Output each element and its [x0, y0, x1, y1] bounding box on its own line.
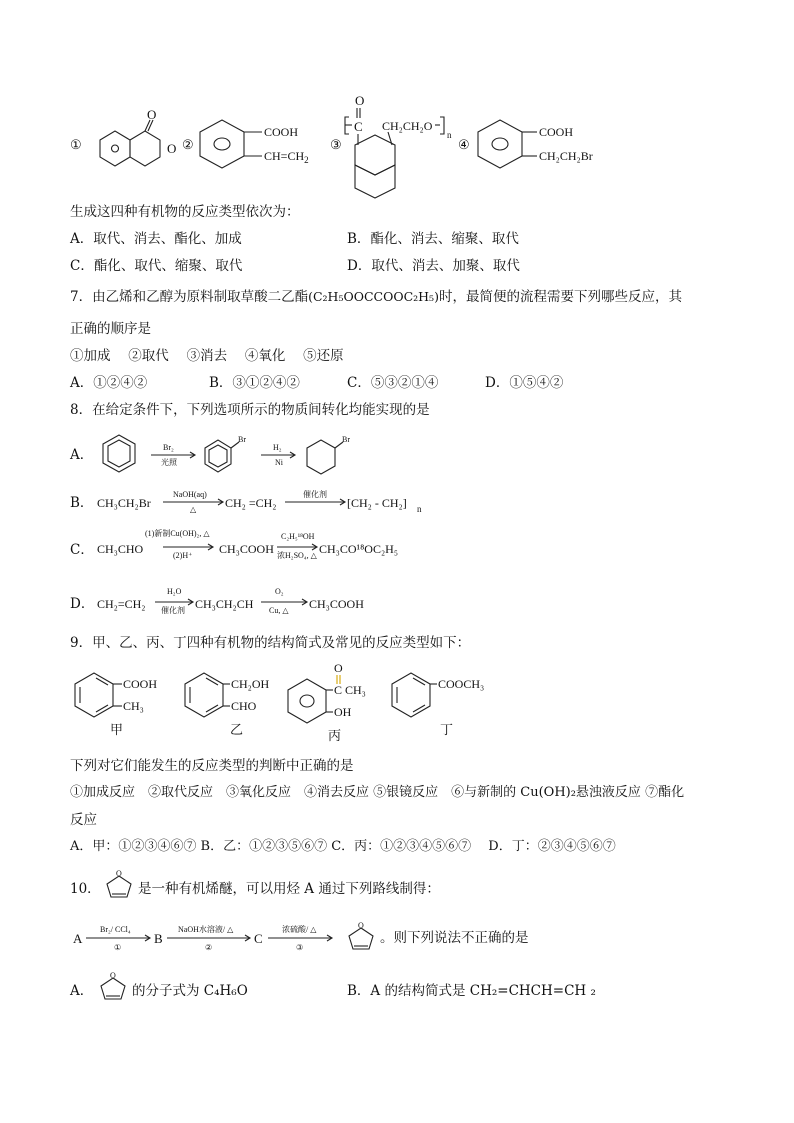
q7-option-c: C．⑤③②①④ — [347, 375, 439, 391]
s1-carbonyl-o: O — [147, 107, 157, 122]
q7-line2: 正确的顺序是 — [70, 321, 151, 337]
q8b-cond2-top: 催化剂 — [303, 490, 327, 499]
q9-types-line1: ①加成反应 ②取代反应 ③氧化反应 ④消去反应 ⑤银镜反应 ⑥与新制的 Cu(OH)₂悬浊液反应 ⑦酯化 — [70, 785, 685, 800]
q10-route-post: 。则下列说法不正确的是 — [380, 930, 529, 946]
bromocyclohexane-ring — [307, 440, 335, 474]
q10-route — [70, 918, 430, 962]
route-b: B — [154, 931, 163, 946]
q8b-start: CH₃CH₂Br — [97, 496, 151, 510]
structure-yi — [185, 673, 270, 737]
route-cond3-bot: ③ — [296, 943, 304, 952]
q6-structures — [0, 90, 794, 285]
bing-name: 丙 — [328, 728, 342, 743]
s3-o: O — [355, 93, 365, 108]
q8d-cond2-top: O₂ — [275, 587, 284, 596]
q8b-cond1-top: NaOH(aq) — [173, 490, 207, 499]
q8c-end: CH₃CO¹⁸OC₂H₅ — [319, 542, 399, 556]
structure-bing — [288, 661, 366, 743]
q10-num: 10． — [70, 881, 101, 897]
q8a-br2: Br — [342, 435, 350, 444]
route-c: C — [254, 931, 263, 946]
q8b-cond1-bot: △ — [190, 505, 197, 514]
q8d-end: CH₃COOH — [309, 597, 364, 611]
yi-name: 乙 — [230, 722, 244, 737]
ding-cooch3: COOCH₃ — [438, 677, 485, 691]
q8-option-d-label: D． — [70, 596, 95, 612]
ding-name: 丁 — [440, 722, 454, 737]
structure-4-bromoethylbenzoic-acid — [478, 120, 593, 168]
s2-cooh: COOH — [264, 125, 299, 139]
q8d-mid: CH₃CH₂CH — [195, 597, 254, 611]
q8a-br1: Br — [238, 435, 246, 444]
q6-option-b: B．酯化、消去、缩聚、取代 — [347, 231, 519, 247]
mark-1: ① — [70, 137, 82, 152]
furan-icon — [96, 970, 130, 1002]
q10-option-a-post: 的分子式为 C₄H₆O — [132, 983, 248, 999]
q10-option-b: B．A 的结构简式是 CH₂=CHCH=CH ₂ — [347, 983, 596, 999]
yi-ch2oh: CH₂OH — [231, 677, 270, 691]
bing-oh: OH — [334, 705, 352, 719]
route-cond1-bot: ① — [114, 943, 122, 952]
q8-option-c-label: C． — [70, 542, 94, 558]
q8d-cond2-bot: Cu, △ — [269, 606, 289, 615]
furan-icon — [102, 868, 136, 900]
q8-option-a-label: A． — [70, 447, 94, 463]
q8c-cond1-top: (1)新制Cu(OH)₂, △ — [145, 529, 210, 538]
structure-2-vinylbenzoic-acid — [200, 120, 309, 168]
yi-cho: CHO — [231, 699, 257, 713]
q7-option-d: D．①⑤④② — [485, 375, 564, 391]
bing-o: O — [334, 661, 343, 675]
q9-structures — [70, 660, 590, 750]
q7-line1 — [70, 288, 682, 306]
q8c-cond1-bot: (2)H⁺ — [173, 551, 193, 560]
q8c-cond2-top: C₂H₅¹⁸OH — [281, 532, 315, 541]
q6-option-c: C．酯化、取代、缩聚、取代 — [70, 258, 243, 274]
s3-c: C — [354, 119, 363, 134]
structure-jia — [75, 673, 157, 737]
bing-cch3: C CH₃ — [334, 683, 366, 697]
s3-n: n — [447, 130, 452, 140]
s4-chain: CH₂CH₂Br — [539, 149, 593, 163]
route-cond3-top: 浓硫酸/ △ — [282, 925, 317, 934]
route-cond2-top: NaOH水溶液/ △ — [178, 925, 234, 934]
q7-formula: (C₂H₅OOCCOOC₂H₅) — [308, 289, 439, 304]
structure-1-lactone — [100, 107, 176, 166]
q6-option-a: A．取代、消去、酯化、加成 — [70, 231, 242, 247]
jia-ch3: CH₃ — [123, 699, 144, 713]
q8-option-d-scheme — [95, 580, 475, 624]
furan-o-2: O — [358, 921, 364, 930]
furan-icon — [349, 921, 373, 949]
q8b-mid: CH₂ =CH₂ — [225, 496, 277, 510]
furan-o-3: O — [110, 971, 116, 980]
furan-o-1: O — [116, 869, 122, 878]
route-cond2-bot: ② — [205, 943, 213, 952]
q8c-start: CH₃CHO — [97, 542, 144, 556]
q8c-cond2-bot: 浓H₂SO₄, △ — [277, 551, 317, 560]
q7-line1-post: 时，最简便的流程需要下列哪些反应，其 — [438, 289, 682, 305]
q8b-end: [CH₂ - CH₂] — [347, 496, 407, 510]
mark-4: ④ — [458, 137, 470, 152]
mark-3: ③ — [330, 137, 342, 152]
q8d-cond1-top: H₂O — [167, 587, 182, 596]
s2-vinyl: $CH=CH_2$ — [264, 149, 309, 165]
q7-option-a: A．①②④② — [70, 375, 148, 391]
q8d-start: CH₂=CH₂ — [97, 597, 146, 611]
q8a-cond1-top: Br₂ — [163, 443, 174, 452]
q9-types-line2: 反应 — [70, 812, 97, 828]
s3-ch2ch2o: CH₂CH₂O — [382, 119, 433, 133]
q8a-cond1-bot: 光照 — [161, 458, 177, 467]
q7-option-b: B．③①②④② — [209, 375, 300, 391]
jia-cooh: COOH — [123, 677, 158, 691]
q8a-cond2-top: H₂ — [273, 443, 282, 452]
q8a-cond2-bot: Ni — [275, 458, 283, 467]
q10-stem: 是一种有机烯醚，可以用烃 A 通过下列路线制得： — [138, 881, 440, 897]
q10-option-a-pre: A． — [70, 983, 94, 999]
s4-cooh: COOH — [539, 125, 574, 139]
q7-reactions: ①加成 ②取代 ③消去 ④氧化 ⑤还原 — [70, 348, 344, 364]
q9-stem: 9．甲、乙、丙、丁四种有机物的结构简式及常见的反应类型如下： — [70, 635, 471, 651]
q8-option-b-scheme — [95, 488, 475, 518]
structure-ding — [392, 673, 484, 737]
q9-options: A．甲：①②③④⑥⑦ B．乙：①②③⑤⑥⑦ C．丙：①②③④⑤⑥⑦ D．丁：②③④⑤⑥⑦ — [70, 839, 616, 854]
route-cond1-top: Br₂/ CCl₄ — [100, 925, 131, 934]
mark-2: ② — [182, 137, 194, 152]
q8-option-c-scheme — [95, 525, 475, 569]
q8d-cond1-bot: 催化剂 — [161, 606, 185, 615]
q8b-n: n — [417, 504, 422, 514]
q8-option-b-label: B． — [70, 495, 94, 511]
q8-option-a-scheme — [95, 430, 395, 485]
q8-stem: 8．在给定条件下，下列选项所示的物质间转化均能实现的是 — [70, 402, 430, 418]
q9-ask: 下列对它们能发生的反应类型的判断中正确的是 — [70, 758, 354, 774]
structure-3-polyester — [345, 93, 452, 198]
q8c-mid: CH₃COOH — [219, 542, 274, 556]
q6-stem: 生成这四种有机物的反应类型依次为： — [70, 204, 300, 220]
s1-ring-o: O — [167, 141, 177, 156]
route-a: A — [73, 931, 83, 946]
jia-name: 甲 — [110, 722, 124, 737]
q6-option-d: D．取代、消去、加聚、取代 — [347, 258, 520, 274]
q7-line1-pre: 7．由乙烯和乙醇为原料制取草酸二乙酯 — [70, 289, 309, 305]
